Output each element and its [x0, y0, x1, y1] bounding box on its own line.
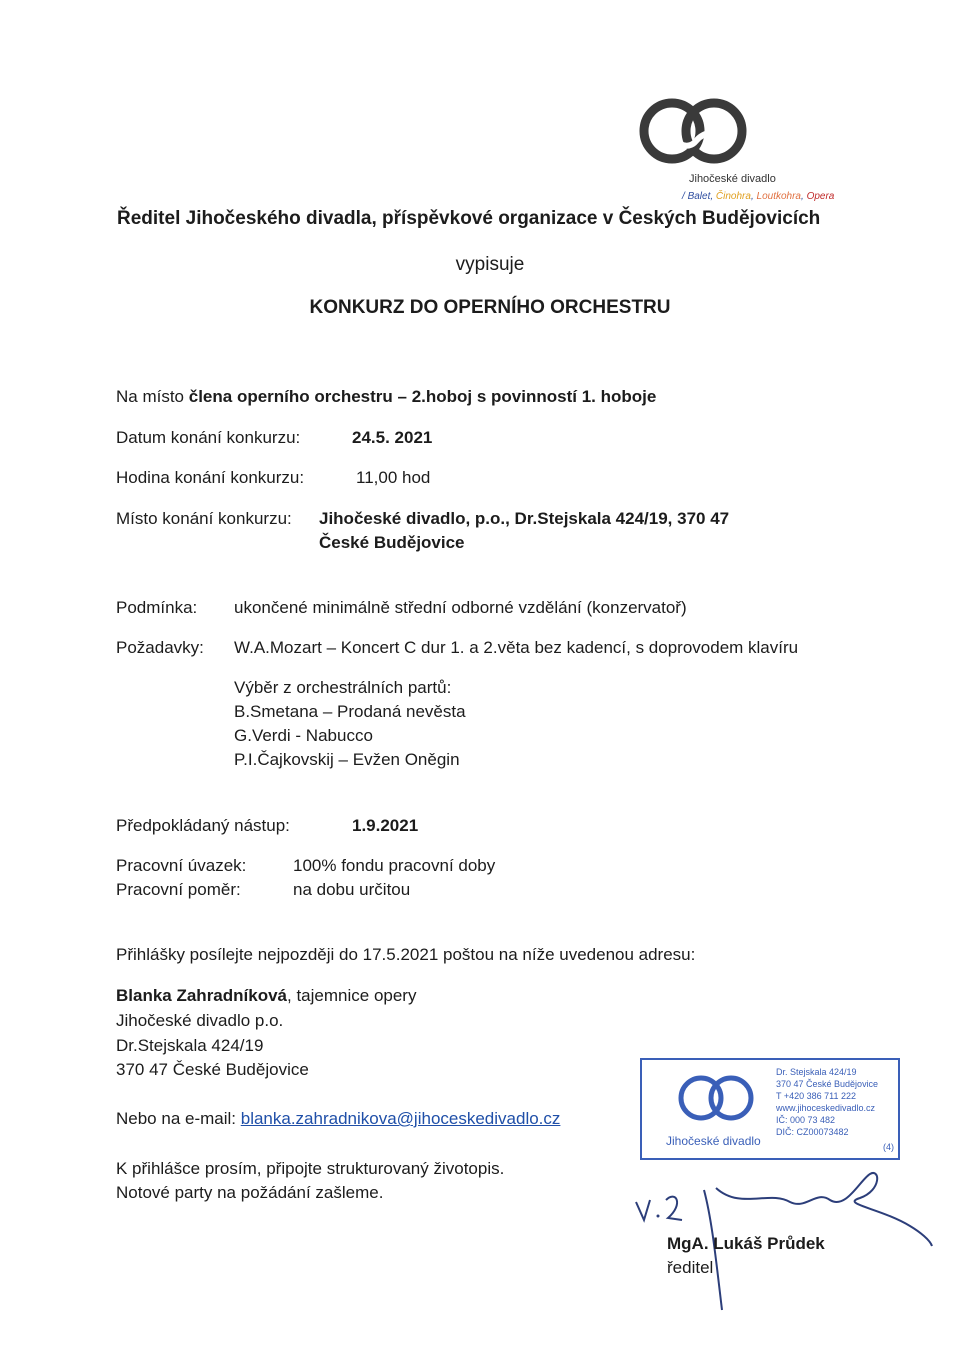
stamp-line: IČ: 000 73 482 [776, 1115, 836, 1125]
document-title: Ředitel Jihočeského divadla, příspěvkové organizace v Českých Budějovicích [117, 208, 821, 229]
stamp-line: T +420 386 711 222 [776, 1091, 856, 1101]
intro-word: vypisuje [455, 254, 525, 275]
email-link[interactable]: blanka.zahradnikova@jihoceskedivadlo.cz [240, 1109, 561, 1128]
stamp-logo-icon [676, 1070, 756, 1126]
position-label: Na místo [116, 387, 189, 406]
condition-label: Podmínka: [116, 598, 198, 617]
address-line: 370 47 České Budějovice [116, 1060, 309, 1079]
signatory-title: ředitel [667, 1258, 714, 1277]
stamp-line: 370 47 České Budějovice [776, 1079, 879, 1089]
logo-genres: / Balet, Činohra, Loutkohra, Opera [682, 191, 835, 202]
signatory-name: MgA. Lukáš Průdek [667, 1234, 825, 1253]
theatre-logo [636, 95, 886, 207]
logo-name: Jihočeské divadlo [689, 173, 776, 185]
application-text: Přihlášky posílejte nejpozději do 17.5.2021 poštou na níže uvedenou adresu: [116, 945, 696, 964]
start-value: 1.9.2021 [352, 816, 419, 835]
address-line: Jihočeské divadlo p.o. [116, 1011, 284, 1030]
stamp-info [776, 1066, 878, 1138]
part-item: G.Verdi - Nabucco [234, 726, 373, 745]
competition-heading: KONKURZ DO OPERNÍHO ORCHESTRU [309, 297, 671, 318]
place-line-2: České Budějovice [319, 533, 465, 552]
position-value: člena operního orchestru – 2.hoboj s povinností 1. hoboje [188, 387, 657, 406]
logo-genre: Opera [806, 191, 835, 202]
contact-name: Blanka Zahradníková [116, 986, 288, 1005]
contact-role: , tajemnice opery [287, 986, 417, 1005]
place-label: Místo konání konkurzu: [116, 509, 292, 528]
part-item: B.Smetana – Prodaná nevěsta [234, 702, 466, 721]
stamp-line: DIČ: CZ00073482 [776, 1127, 849, 1137]
type-value: na dobu určitou [293, 880, 411, 899]
load-value: 100% fondu pracovní doby [293, 856, 496, 875]
place-line-1: Jihočeské divadlo, p.o., Dr.Stejskala 424/19, 370 47 [319, 509, 730, 528]
logo-genre: Balet [687, 191, 711, 202]
stamp-number: (4) [883, 1142, 894, 1152]
logo-genre: Činohra [715, 191, 751, 202]
contact-name-line [116, 985, 416, 1007]
requirements-value: W.A.Mozart – Koncert C dur 1. a 2.věta bez kadencí, s doprovodem klavíru [234, 638, 799, 657]
position-line [116, 386, 656, 408]
note-parts: Notové party na požádání zašleme. [116, 1183, 384, 1202]
stamp-line: www.jihoceskedivadlo.cz [776, 1103, 876, 1113]
time-label: Hodina konání konkurzu: [116, 468, 305, 487]
address-line: Dr.Stejskala 424/19 [116, 1036, 264, 1055]
type-label: Pracovní poměr: [116, 880, 241, 899]
time-value: 11,00 hod [356, 468, 431, 487]
part-item: P.I.Čajkovskij – Evžen Oněgin [234, 750, 460, 769]
requirements-label: Požadavky: [116, 638, 204, 657]
stamp-line: Dr. Stejskala 424/19 [776, 1067, 857, 1077]
official-stamp [640, 1058, 900, 1160]
logo-rings-icon [638, 95, 750, 171]
load-label: Pracovní úvazek: [116, 856, 247, 875]
condition-value: ukončené minimálně střední odborné vzdělání (konzervatoř) [234, 598, 687, 617]
date-value: 24.5. 2021 [352, 428, 433, 447]
start-label: Předpokládaný nástup: [116, 816, 290, 835]
note-cv: K přihlášce prosím, připojte strukturovaný životopis. [116, 1159, 505, 1178]
email-label: Nebo na e-mail: [116, 1109, 241, 1128]
parts-heading: Výběr z orchestrálních partů: [234, 678, 452, 697]
stamp-name: Jihočeské divadlo [666, 1134, 761, 1148]
logo-genre: Loutkohra [756, 191, 801, 202]
email-line [116, 1108, 560, 1130]
date-label: Datum konání konkurzu: [116, 428, 301, 447]
